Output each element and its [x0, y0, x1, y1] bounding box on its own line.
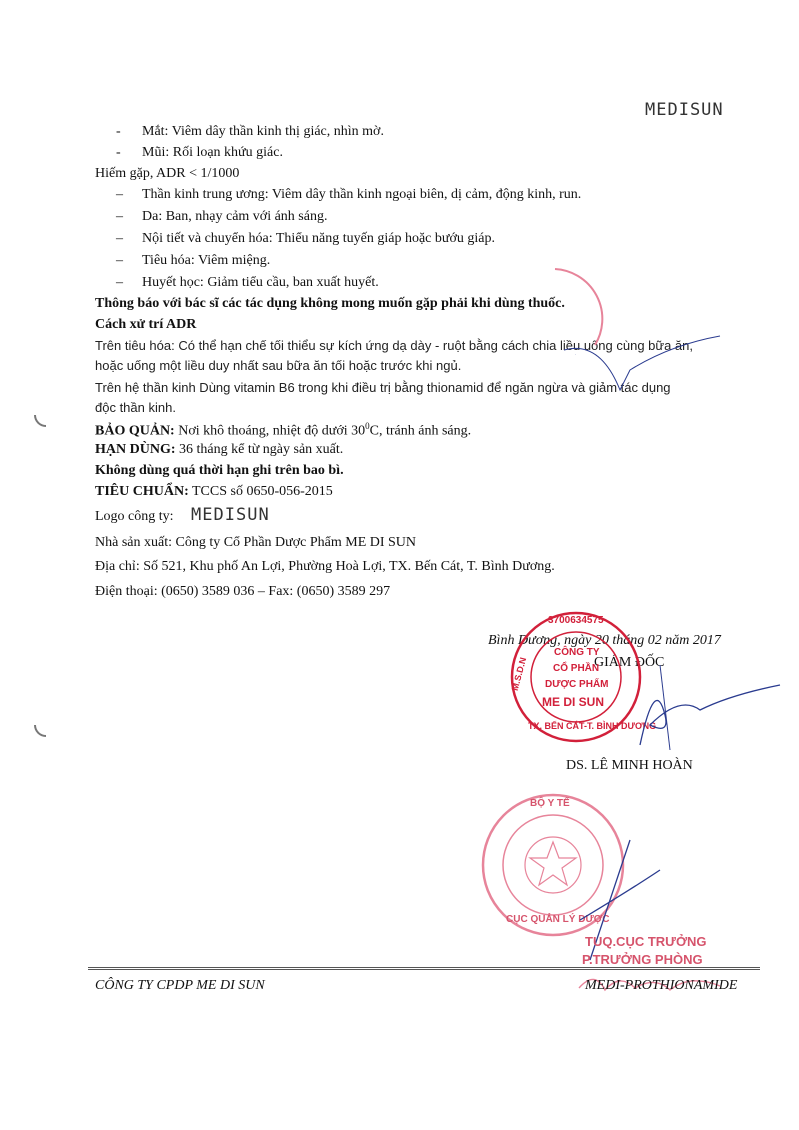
stamp-line: CÔNG TY [554, 647, 600, 658]
standard-label: TIÊU CHUẨN: [95, 484, 189, 499]
stamp-ring-bottom: TX. BẾN CÁT-T. BÌNH DƯƠNG [528, 721, 657, 731]
bullet-dash: – [116, 231, 123, 246]
list-item [116, 231, 495, 247]
adr-paragraph-line: độc thần kinh. [95, 400, 176, 415]
margin-scribble [560, 330, 760, 400]
bullet-dash: – [116, 253, 123, 268]
storage-text: Nơi khô thoáng, nhiệt độ dưới 30 [174, 423, 366, 439]
manufacturer-line: Nhà sản xuất: Công ty Cổ Phần Dược Phẩm ME DI SUN [95, 535, 417, 550]
company-logo-line [95, 505, 270, 525]
bullet-dash: – [116, 275, 123, 290]
list-item-text: Tiêu hóa: Viêm miệng. [142, 253, 271, 268]
signature-title: GIÁM ĐỐC [594, 655, 665, 670]
punch-hole-mark [34, 725, 46, 737]
expiry-label: HẠN DÙNG: [95, 442, 176, 457]
list-item [116, 275, 379, 291]
agency-stamp-top: BỘ Y TẾ [530, 798, 570, 809]
signature-name: DS. LÊ MINH HOÀN [566, 758, 693, 773]
storage-label: BẢO QUẢN: [95, 423, 175, 439]
footer-product: MEDI-PROTHIONAMIDE [585, 978, 738, 993]
adr-paragraph-line: Trên hệ thần kinh Dùng vitamin B6 trong khi điều trị bằng thionamid để ngăn ngừa và giảm tác dụng [95, 380, 671, 395]
list-item-text: Da: Ban, nhạy cảm với ánh sáng. [142, 209, 328, 224]
phone-line: Điện thoại: (0650) 3589 036 – Fax: (0650) 3589 297 [95, 584, 391, 599]
punch-hole-mark [34, 415, 46, 427]
list-item [116, 209, 327, 225]
notice-text: Thông báo với bác sĩ các tác dụng không mong muốn gặp phải khi dùng thuốc. [95, 296, 565, 311]
storage-text-end: C, tránh ánh sáng. [369, 423, 472, 439]
list-item-text: Thần kinh trung ương: Viêm dây thần kinh ngoại biên, dị cảm, động kinh, run. [142, 187, 582, 202]
agency-stamp-ring-text: CỤC QUẢN LÝ DƯỢC [506, 914, 610, 925]
list-item [116, 124, 384, 140]
rare-heading: Hiếm gặp, ADR < 1/1000 [95, 166, 240, 181]
storage-degree: 0 [365, 421, 370, 431]
list-item-text: Mũi: Rối loạn khứu giác. [142, 145, 283, 160]
list-item-text: Mắt: Viêm dây thần kinh thị giác, nhìn mờ. [142, 124, 384, 139]
list-item [116, 187, 581, 203]
stamp-line: DƯỢC PHẨM [545, 679, 609, 690]
stamp-ring-top: 3700634575 [548, 615, 604, 626]
stamp-line: CỔ PHẦN [553, 663, 600, 674]
stamp-line: ME DI SUN [542, 695, 605, 709]
expiry-text: 36 tháng kể từ ngày sản xuất. [175, 442, 344, 457]
agency-line: P.TRƯỞNG PHÒNG [582, 952, 703, 967]
adr-paragraph-line: Trên tiêu hóa: Có thể hạn chế tối thiểu sự kích ứng dạ dày - ruột bằng cách chia liều uống cùng bữa ăn, [95, 338, 694, 353]
adr-heading: Cách xử trí ADR [95, 317, 197, 332]
footer-company: CÔNG TY CPDP ME DI SUN [95, 978, 265, 993]
storage-line [95, 421, 471, 440]
company-logo-label: Logo công ty: [95, 509, 174, 524]
agency-line: TUQ.CỤC TRƯỞNG [585, 934, 707, 949]
address-line: Địa chỉ: Số 521, Khu phố An Lợi, Phường Hoà Lợi, TX. Bến Cát, T. Bình Dương. [95, 559, 555, 574]
list-item [116, 253, 270, 269]
bullet-dash: – [116, 209, 123, 224]
list-item-text: Nội tiết và chuyển hóa: Thiểu năng tuyến giáp hoặc bướu giáp. [142, 231, 495, 246]
expiry-line [95, 442, 343, 458]
stamp-ring-left: M.S.D.N [509, 656, 529, 692]
bullet-dash: - [116, 124, 121, 139]
signature-scribble [610, 655, 790, 765]
footer-divider [88, 967, 760, 970]
bullet-dash: - [116, 145, 121, 160]
place-date: Bình Dương, ngày 20 tháng 02 năm 2017 [488, 633, 721, 648]
company-logo: MEDISUN [191, 505, 270, 525]
list-item-text: Huyết học: Giảm tiểu cầu, ban xuất huyết. [142, 275, 379, 290]
bullet-dash: – [116, 187, 123, 202]
adr-paragraph-line: hoặc uống một liều duy nhất sau bữa ăn tối hoặc trước khi ngủ. [95, 358, 462, 373]
standard-line [95, 484, 333, 500]
list-item [116, 145, 283, 161]
warning-text: Không dùng quá thời hạn ghi trên bao bì. [95, 463, 344, 478]
standard-text: TCCS số 0650-056-2015 [188, 484, 333, 499]
header-logo: MEDISUN [645, 100, 724, 120]
